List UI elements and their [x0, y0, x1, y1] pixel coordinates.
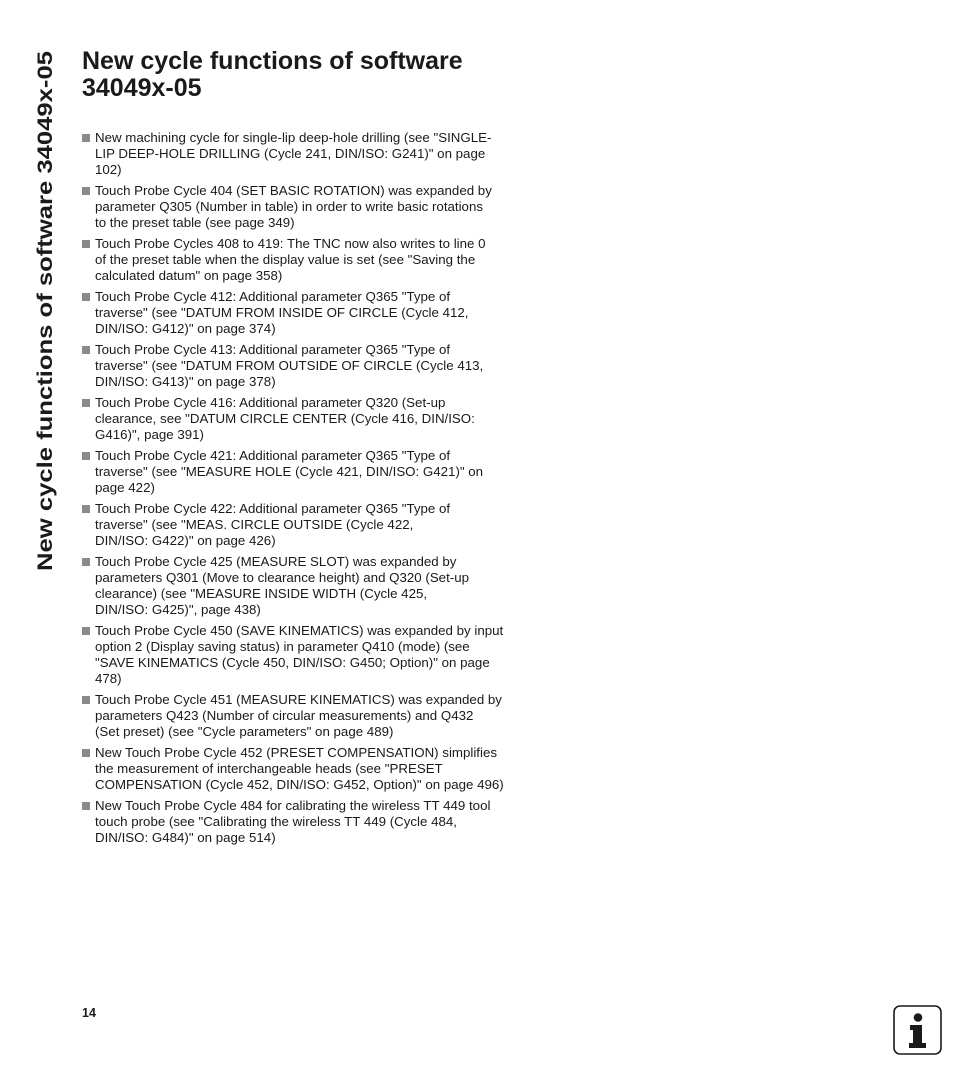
item-line: Touch Probe Cycle 422: Additional parameter Q365 "Type of: [95, 501, 451, 516]
item-line: 478): [95, 671, 122, 686]
list-item: [82, 183, 528, 231]
bullet-square-icon: [82, 749, 90, 757]
page-title: [82, 48, 542, 102]
list-item: [82, 501, 528, 549]
item-line: traverse" (see "DATUM FROM OUTSIDE OF CIRCLE (Cycle 413,: [95, 358, 484, 373]
item-line: "SAVE KINEMATICS (Cycle 450, DIN/ISO: G450; Option)" on page: [95, 655, 490, 670]
item-line: DIN/ISO: G425)", page 438): [95, 602, 261, 617]
item-line: COMPENSATION (Cycle 452, DIN/ISO: G452, Option)" on page 496): [95, 777, 504, 792]
list-item: [82, 395, 528, 443]
item-line: 102): [95, 162, 122, 177]
item-line: to the preset table (see page 349): [95, 215, 295, 230]
item-line: Touch Probe Cycle 425 (MEASURE SLOT) was expanded by: [95, 554, 457, 569]
page-title-line: 34049x-05: [82, 74, 202, 102]
item-line: clearance, see "DATUM CIRCLE CENTER (Cycle 416, DIN/ISO:: [95, 411, 475, 426]
item-line: New Touch Probe Cycle 452 (PRESET COMPENSATION) simplifies: [95, 745, 497, 760]
list-item: [82, 236, 528, 284]
item-line: Touch Probe Cycle 450 (SAVE KINEMATICS) was expanded by input: [95, 623, 504, 638]
page-title-line: New cycle functions of software: [82, 47, 463, 75]
list-item: [82, 554, 528, 618]
list-item: [82, 289, 528, 337]
page-number: 14: [82, 1006, 96, 1020]
bullet-square-icon: [82, 134, 90, 142]
item-line: option 2 (Display saving status) in parameter Q410 (mode) (see: [95, 639, 470, 654]
item-line: calculated datum" on page 358): [95, 268, 283, 283]
item-line: DIN/ISO: G413)" on page 378): [95, 374, 276, 389]
item-line: Touch Probe Cycle 404 (SET BASIC ROTATION) was expanded by: [95, 183, 492, 198]
bullet-square-icon: [82, 293, 90, 301]
list-item: [82, 130, 528, 178]
item-line: LIP DEEP-HOLE DRILLING (Cycle 241, DIN/ISO: G241)" on page: [95, 146, 486, 161]
list-item: [82, 342, 528, 390]
list-item: [82, 448, 528, 496]
list-item: [82, 798, 528, 846]
item-line: Touch Probe Cycle 416: Additional parameter Q320 (Set-up: [95, 395, 446, 410]
item-line: (Set preset) (see "Cycle parameters" on page 489): [95, 724, 394, 739]
item-line: Touch Probe Cycle 413: Additional parameter Q365 "Type of: [95, 342, 451, 357]
item-line: Touch Probe Cycle 451 (MEASURE KINEMATICS) was expanded by: [95, 692, 502, 707]
item-line: New machining cycle for single-lip deep-hole drilling (see "SINGLE-: [95, 130, 492, 145]
item-line: the measurement of interchangeable heads (see "PRESET: [95, 761, 443, 776]
item-line: of the preset table when the display value is set (see "Saving the: [95, 252, 476, 267]
item-line: Touch Probe Cycle 421: Additional parameter Q365 "Type of: [95, 448, 451, 463]
item-line: DIN/ISO: G484)" on page 514): [95, 830, 276, 845]
bullet-square-icon: [82, 187, 90, 195]
item-line: traverse" (see "MEAS. CIRCLE OUTSIDE (Cycle 422,: [95, 517, 414, 532]
bullet-square-icon: [82, 627, 90, 635]
item-line: parameter Q305 (Number in table) in order to write basic rotations: [95, 199, 483, 214]
item-line: parameters Q423 (Number of circular measurements) and Q432: [95, 708, 474, 723]
bullet-square-icon: [82, 558, 90, 566]
item-line: New Touch Probe Cycle 484 for calibrating the wireless TT 449 tool: [95, 798, 491, 813]
item-line: traverse" (see "MEASURE HOLE (Cycle 421, DIN/ISO: G421)" on: [95, 464, 484, 479]
item-line: parameters Q301 (Move to clearance height) and Q320 (Set-up: [95, 570, 469, 585]
item-line: Touch Probe Cycle 412: Additional parameter Q365 "Type of: [95, 289, 451, 304]
list-item: [82, 692, 528, 740]
bullet-square-icon: [82, 696, 90, 704]
feature-list: [82, 130, 528, 851]
side-title-text: New cycle functions of software 34049x-05: [33, 134, 57, 571]
item-line: DIN/ISO: G412)" on page 374): [95, 321, 276, 336]
item-line: touch probe (see "Calibrating the wireless TT 449 (Cycle 484,: [95, 814, 457, 829]
bullet-square-icon: [82, 505, 90, 513]
bullet-square-icon: [82, 399, 90, 407]
item-line: clearance) (see "MEASURE INSIDE WIDTH (Cycle 425,: [95, 586, 428, 601]
item-line: traverse" (see "DATUM FROM INSIDE OF CIRCLE (Cycle 412,: [95, 305, 469, 320]
bullet-square-icon: [82, 240, 90, 248]
list-item: [82, 745, 528, 793]
item-line: page 422): [95, 480, 155, 495]
bullet-square-icon: [82, 802, 90, 810]
bullet-square-icon: [82, 346, 90, 354]
item-line: G416)", page 391): [95, 427, 204, 442]
list-item: [82, 623, 528, 687]
item-line: Touch Probe Cycles 408 to 419: The TNC now also writes to line 0: [95, 236, 486, 251]
bullet-square-icon: [82, 452, 90, 460]
info-icon: [893, 1005, 942, 1055]
item-line: DIN/ISO: G422)" on page 426): [95, 533, 276, 548]
side-title: [18, 50, 62, 576]
